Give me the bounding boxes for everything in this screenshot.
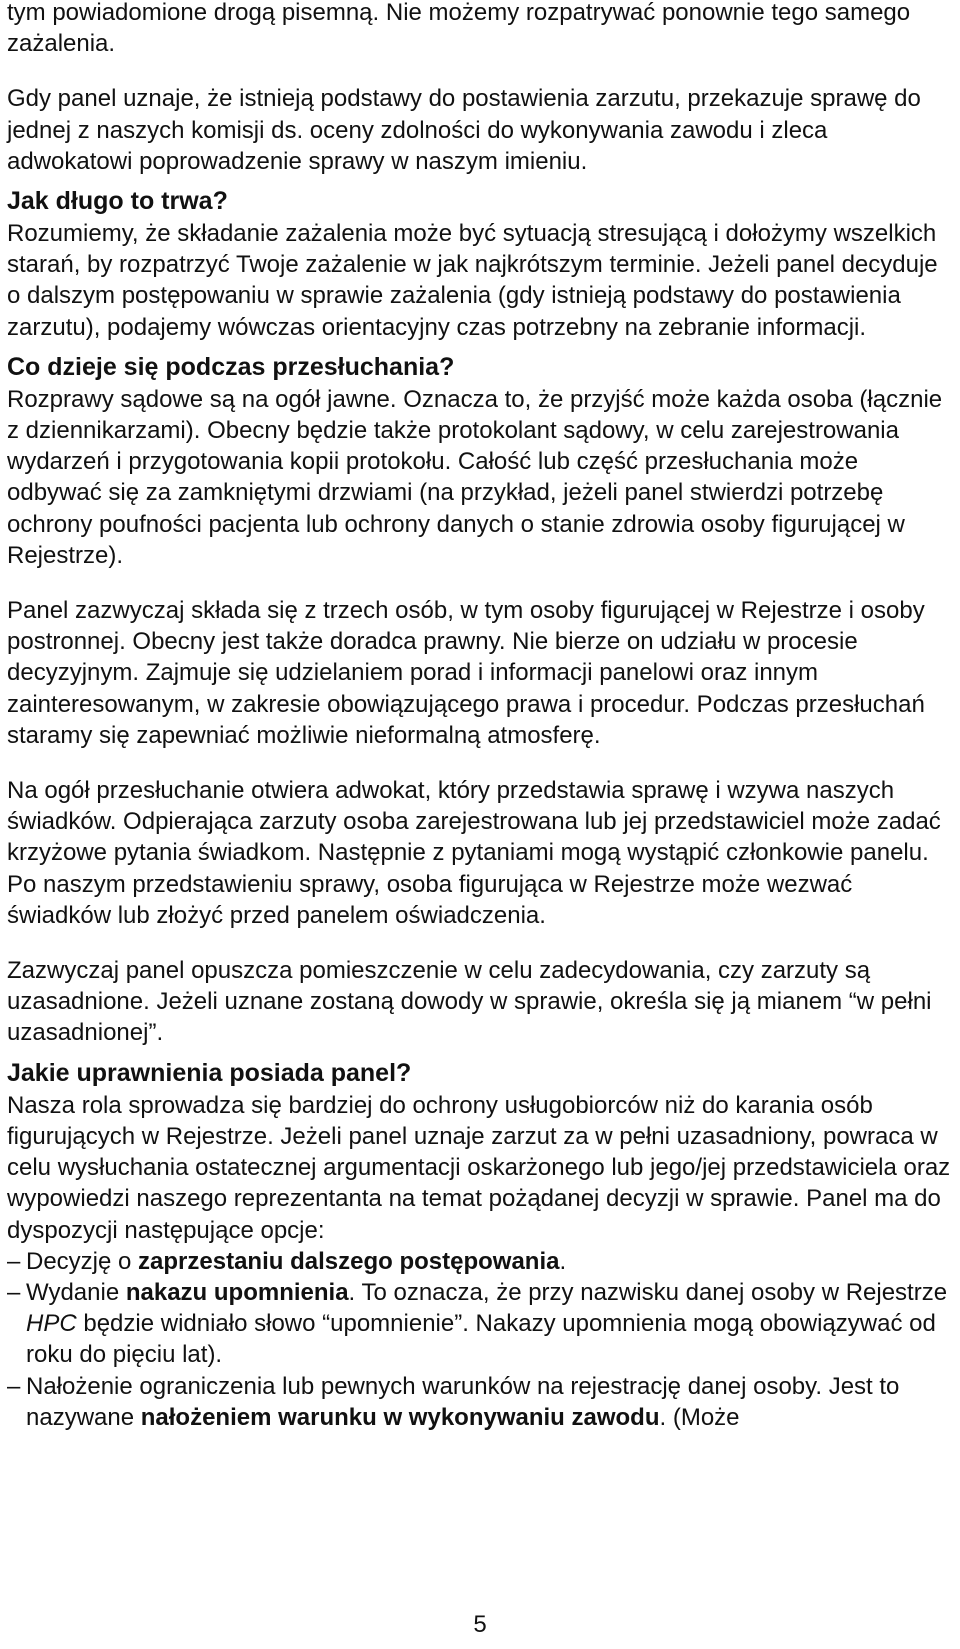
list-item-italic: HPC	[26, 1310, 77, 1338]
list-item-text: będzie widniało słowo “upomnienie”. Nakazy upomnienia mogą obowiązywać od roku do pięciu lat).	[26, 1310, 936, 1369]
list-item-text: . (Może	[659, 1403, 740, 1431]
options-list	[7, 1246, 952, 1433]
paragraph: Panel zazwyczaj składa się z trzech osób, w tym osoby figurującej w Rejestrze i osoby postronnej. Obecny jest także doradca prawny. Nie bierze on udziału w procesie decyzyjnym. Zajmuje się udzielaniem porad i informacji panelowi oraz innym zainteresowanym, w zakresie obowiązującego prawa i procedur. Podczas przesłuchań staramy się zapewniać możliwie nieformalną atmosferę.	[7, 597, 925, 749]
paragraph: Gdy panel uznaje, że istnieją podstawy do postawienia zarzutu, przekazuje sprawę do jednej z naszych komisji ds. oceny zdolności do wykonywania zawodu i zleca adwokatowi poprowadzenie sprawy w naszym imieniu.	[7, 85, 921, 175]
paragraph: Nasza rola sprowadza się bardziej do ochrony usługobiorców niż do karania osób figurujących w Rejestrze. Jeżeli panel uznaje zarzut za w pełni uzasadniony, powraca w celu wysłuchania ostatecznej argumentacji oskarżonego lub jego/jej przedstawiciela oraz wypowiedzi naszego reprezentanta na temat pożądanej decyzji w sprawie. Panel ma do dyspozycji następujące opcje:	[7, 1091, 951, 1244]
list-item	[7, 1371, 952, 1433]
list-item-emphasis: nakazu upomnienia	[125, 1278, 349, 1306]
dash-marker: –	[7, 1247, 21, 1275]
paragraph: Rozumiemy, że składanie zażalenia może być sytuacją stresującą i dołożymy wszelkich starań, by rozpatrzyć Twoje zażalenie w jak najkrótszym terminie. Jeżeli panel decyduje o dalszym postępowaniu w sprawie zażalenia (gdy istnieją podstawy do postawienia zarzutu), podajemy wówczas orientacyjny czas potrzebny na zebranie informacji.	[7, 220, 938, 341]
list-item-emphasis: zaprzestaniu dalszego postępowania	[138, 1247, 560, 1275]
paragraph-gap	[7, 59, 952, 83]
page-number: 5	[473, 1611, 487, 1638]
list-item-text: .	[559, 1247, 567, 1275]
paragraph: Rozprawy sądowe są na ogół jawne. Oznacza to, że przyjść może każda osoba (łącznie z dziennikarzami). Obecny będzie także protokolant sądowy, w celu zarejestrowania wydarzeń i przygotowania kopii protokołu. Całość lub część przesłuchania może odbywać się za zamkniętymi drzwiami (na przykład, jeżeli panel stwierdzi potrzebę ochrony poufności pacjenta lub ochrony danych o stanie zdrowia osoby figurującej w Rejestrze).	[7, 385, 943, 569]
list-item-text: . To oznacza, że przy nazwisku danej osoby w Rejestrze	[348, 1278, 948, 1306]
dash-marker: –	[7, 1278, 21, 1306]
section-heading: Jakie uprawnienia posiada panel?	[7, 1058, 412, 1087]
paragraph: Na ogół przesłuchanie otwiera adwokat, który przedstawia sprawę i wzywa naszych świadków. Odpierająca zarzuty osoba zarejestrowana lub jej przedstawiciel może zadać krzyżowe pytania świadkom. Następnie z pytaniami mogą wystąpić członkowie panelu. Po naszym przedstawieniu sprawy, osoba figurująca w Rejestrze może wezwać świadków lub złożyć przed panelem oświadczenia.	[7, 777, 941, 929]
list-item-text: Nałożenie ograniczenia lub pewnych warunków na rejestrację danej osoby. Jest to nazywane	[26, 1372, 900, 1431]
list-item-text: Wydanie	[26, 1278, 126, 1306]
paragraph: Zazwyczaj panel opuszcza pomieszczenie w celu zadecydowania, czy zarzuty są uzasadnione. Jeżeli uznane zostaną dowody w sprawie, określa się ją mianem “w pełni uzasadnionej”.	[7, 957, 932, 1047]
paragraph-gap	[7, 571, 952, 595]
section-heading: Jak długo to trwa?	[7, 187, 228, 216]
paragraph: tym powiadomione drogą pisemną. Nie możemy rozpatrywać ponownie tego samego zażalenia.	[7, 0, 911, 58]
list-item	[7, 1246, 952, 1277]
document-body	[7, 0, 952, 1433]
paragraph-gap	[7, 931, 952, 955]
list-item-emphasis: nałożeniem warunku w wykonywaniu zawodu	[140, 1403, 660, 1431]
paragraph-gap	[7, 751, 952, 775]
list-item	[7, 1277, 952, 1371]
dash-marker: –	[7, 1372, 21, 1400]
section-heading: Co dzieje się podczas przesłuchania?	[7, 352, 455, 381]
list-item-text: Decyzję o	[26, 1247, 139, 1275]
